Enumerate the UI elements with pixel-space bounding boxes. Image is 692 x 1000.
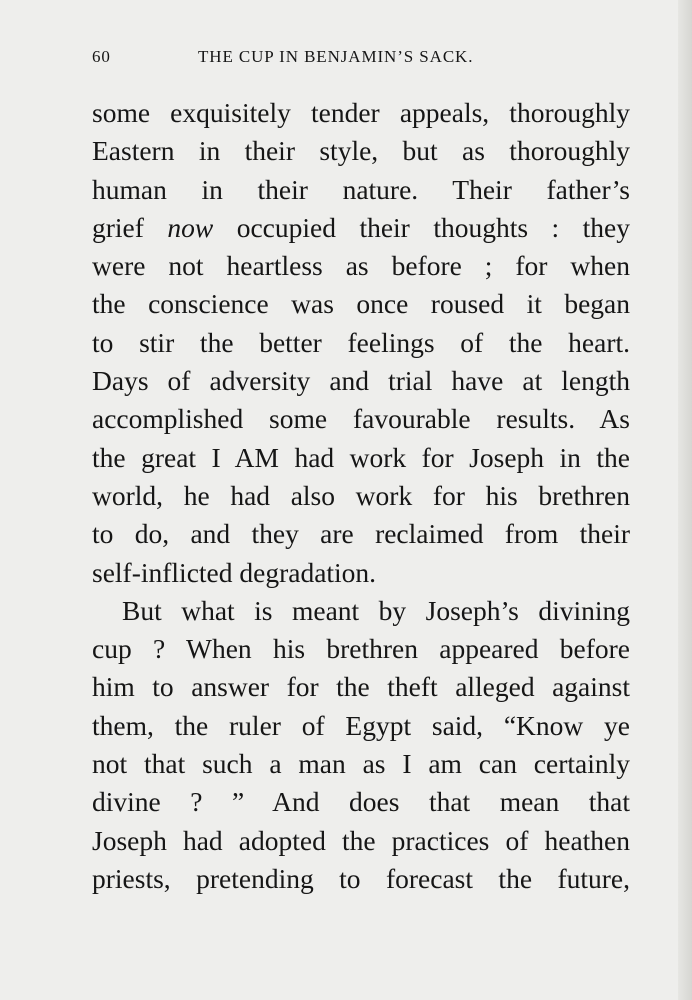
page-number: 60: [92, 47, 111, 66]
text-line: Days of adversity and trial have at length: [92, 365, 630, 397]
text-line: to stir the better feelings of the heart.: [92, 326, 630, 358]
text-line: Eastern in their style, but as thoroughly: [92, 135, 630, 167]
text-line: some exquisitely tender appeals, thoroughly: [92, 97, 630, 128]
text-line: accomplished some favourable results. As: [92, 403, 630, 435]
paragraph-last-line: self-inflicted degradation.: [92, 556, 377, 588]
text-line: to do, and they are reclaimed from their: [92, 518, 630, 550]
text-line: not that such a man as I am can certainly: [92, 748, 630, 780]
text-line: human in their nature. Their father’s: [92, 173, 630, 205]
italic-emphasis: now: [167, 211, 214, 243]
running-title: THE CUP IN BENJAMIN’S SACK.: [198, 47, 474, 66]
text-line: the great I AM had work for Joseph in the: [92, 441, 630, 473]
text-line: [92, 209, 630, 247]
paragraph-first-line: But what is meant by Joseph’s divining: [122, 594, 630, 626]
page-edge-shadow: [678, 0, 692, 1000]
text-line: were not heartless as before ; for when: [92, 250, 630, 282]
text-line: them, the ruler of Egypt said, “Know ye: [92, 709, 630, 741]
text-line: priests, pretending to forecast the future,: [92, 862, 630, 894]
text-fragment: occupied their thoughts : they: [213, 211, 630, 243]
text-fragment: grief: [92, 211, 168, 243]
text-line: him to answer for the theft alleged against: [92, 671, 630, 703]
text-line: world, he had also work for his brethren: [92, 479, 630, 511]
text-line: cup ? When his brethren appeared before: [92, 633, 630, 665]
body-text: [92, 94, 630, 898]
text-line: divine ? ” And does that mean that: [92, 786, 630, 818]
running-head: [92, 47, 632, 73]
text-line: Joseph had adopted the practices of heathen: [92, 824, 630, 856]
text-line: the conscience was once roused it began: [92, 288, 630, 320]
